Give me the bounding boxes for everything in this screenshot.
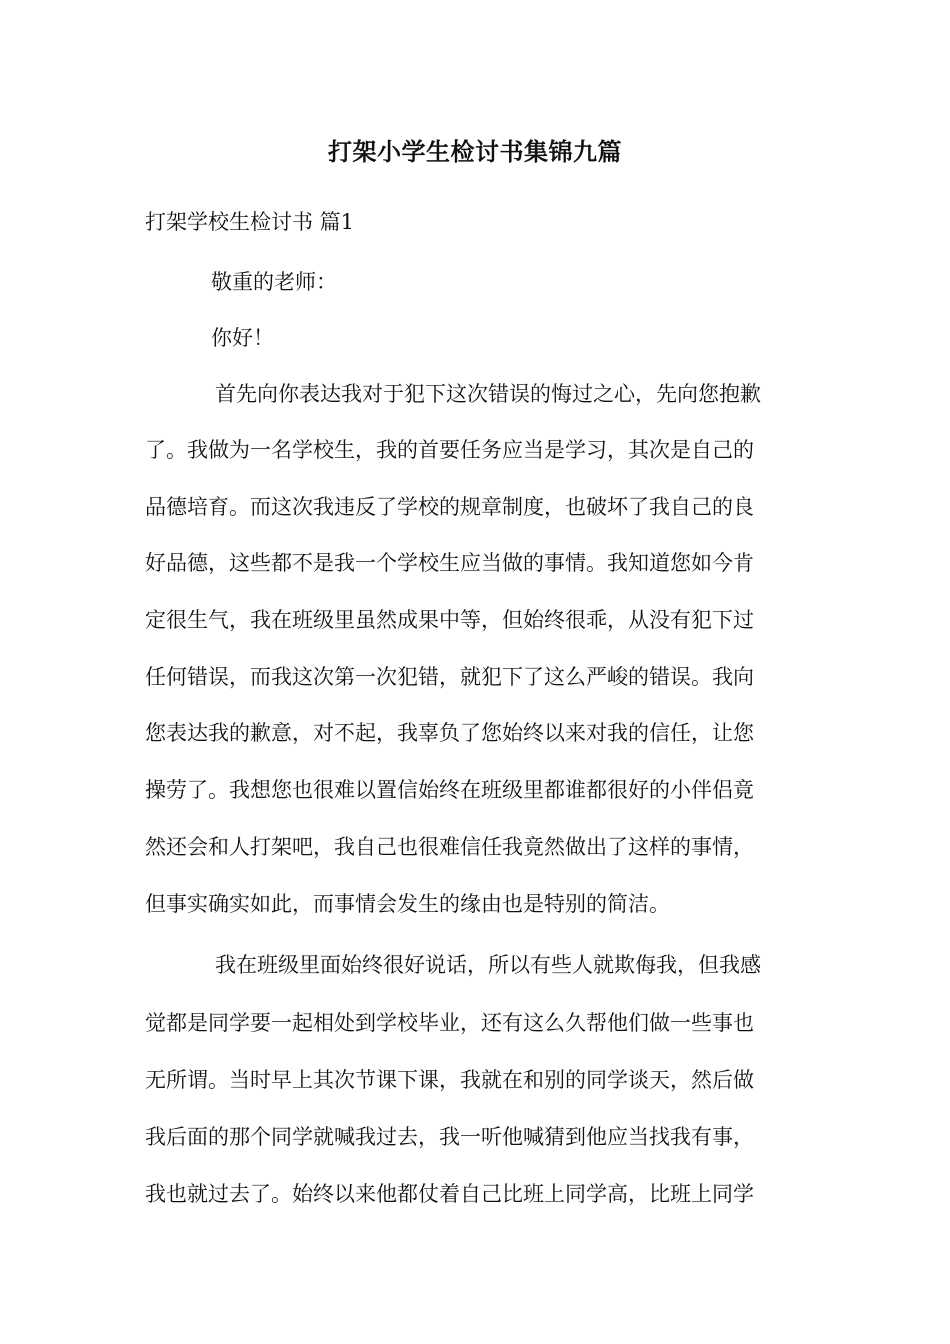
paragraph-line: 首先向你表达我对于犯下这次错误的悔过之心，先向您抱歉 [215, 382, 761, 406]
paragraph-line: 但事实确实如此，而事情会发生的缘由也是特别的简洁。 [145, 892, 670, 916]
paragraph-line: 品德培育。而这次我违反了学校的规章制度，也破坏了我自己的良 [145, 495, 754, 519]
document-title: 打架小学生检讨书集锦九篇 [328, 137, 622, 166]
salutation: 敬重的老师： [211, 270, 337, 294]
section-heading: 打架学校生检讨书 篇1 [145, 210, 355, 234]
paragraph-line: 好品德，这些都不是我一个学校生应当做的事情。我知道您如今肯 [145, 551, 754, 575]
paragraph-line: 无所谓。当时早上其次节课下课，我就在和别的同学谈天，然后做 [145, 1068, 754, 1092]
paragraph-line: 定很生气，我在班级里虽然成果中等，但始终很乖，从没有犯下过 [145, 608, 754, 632]
greeting: 你好！ [211, 326, 274, 350]
paragraph-line: 我也就过去了。始终以来他都仗着自己比班上同学高，比班上同学 [145, 1182, 754, 1206]
paragraph-line: 了。我做为一名学校生，我的首要任务应当是学习，其次是自己的 [145, 438, 754, 462]
paragraph-line: 我在班级里面始终很好说话，所以有些人就欺侮我，但我感 [215, 953, 761, 977]
paragraph-line: 我后面的那个同学就喊我过去，我一听他喊猜到他应当找我有事， [145, 1125, 754, 1149]
paragraph-line: 任何错误，而我这次第一次犯错，就犯下了这么严峻的错误。我向 [145, 665, 754, 689]
paragraph-line: 您表达我的歉意，对不起，我辜负了您始终以来对我的信任，让您 [145, 721, 754, 745]
paragraph-line: 然还会和人打架吧，我自己也很难信任我竟然做出了这样的事情， [145, 835, 754, 859]
paragraph-line: 觉都是同学要一起相处到学校毕业，还有这么久帮他们做一些事也 [145, 1011, 754, 1035]
paragraph-line: 操劳了。我想您也很难以置信始终在班级里都谁都很好的小伴侣竟 [145, 778, 754, 802]
